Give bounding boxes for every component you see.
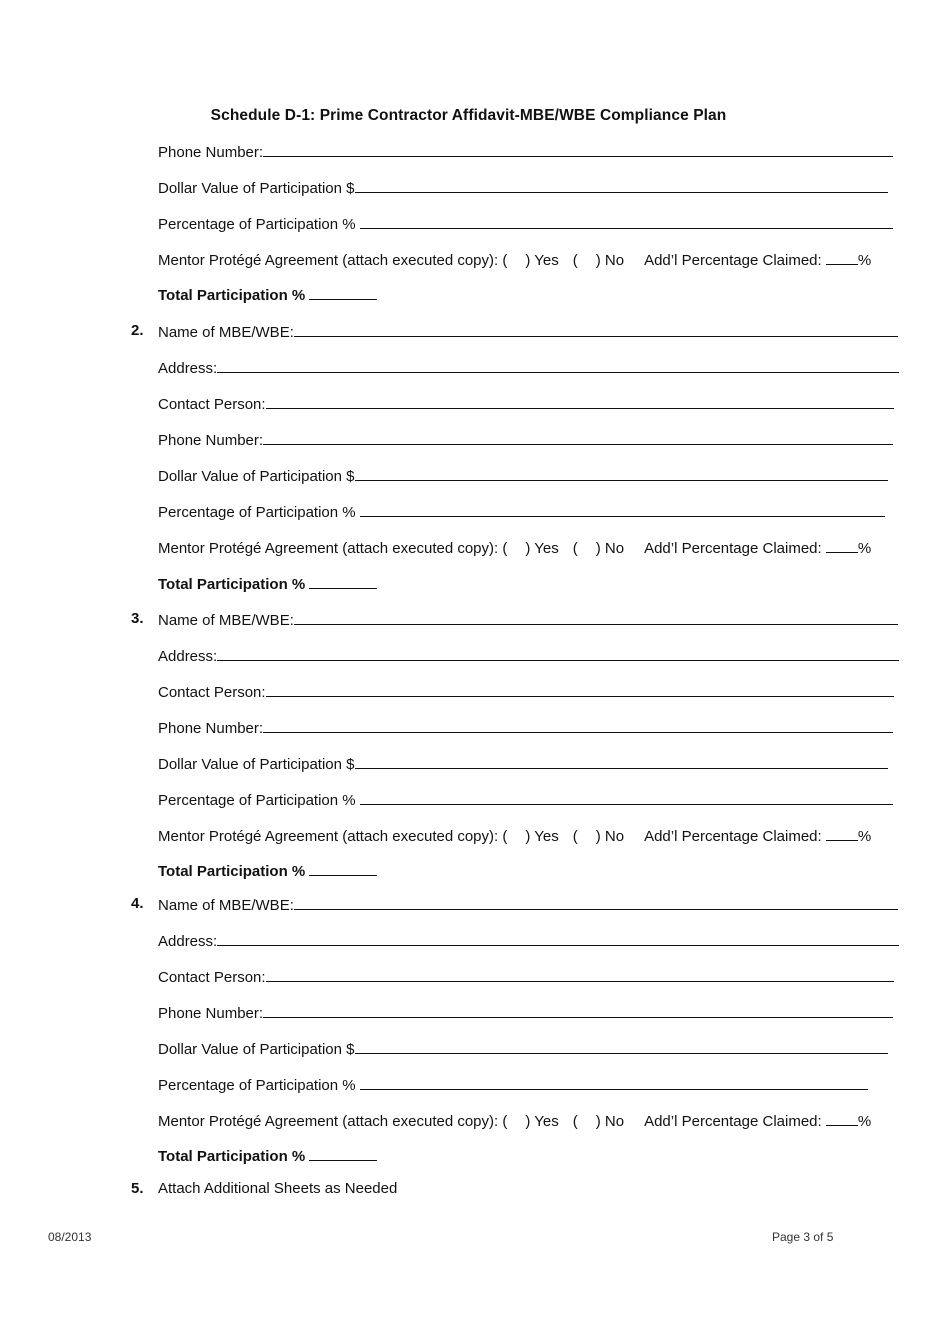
contact-input-line[interactable] bbox=[266, 967, 894, 982]
dollar-label: Dollar Value of Participation $ bbox=[158, 756, 355, 773]
footer-page: Page 3 of 5 bbox=[772, 1230, 834, 1244]
entry-number: 2. bbox=[131, 322, 144, 339]
dollar-label: Dollar Value of Participation $ bbox=[158, 468, 355, 485]
dollar-input-line[interactable] bbox=[355, 466, 888, 481]
percentage-label: Percentage of Participation % bbox=[158, 1077, 356, 1094]
address-label: Address: bbox=[158, 360, 218, 377]
address-label: Address: bbox=[158, 648, 218, 665]
addl-input-line[interactable] bbox=[826, 250, 858, 265]
addl-input-line[interactable] bbox=[826, 1111, 858, 1126]
phone-label: Phone Number: bbox=[158, 1005, 264, 1022]
dollar-input-line[interactable] bbox=[355, 754, 888, 769]
mentor-row bbox=[158, 538, 871, 558]
entry-number: 4. bbox=[131, 895, 144, 912]
contact-field-row bbox=[158, 967, 894, 987]
mentor-label: Mentor Protégé Agreement (attach executed copy): ( bbox=[158, 828, 508, 845]
dollar-label: Dollar Value of Participation $ bbox=[158, 180, 355, 197]
addl-label: Add’l Percentage Claimed: bbox=[644, 540, 822, 557]
address-input-line[interactable] bbox=[217, 358, 899, 373]
yes-label: ) Yes bbox=[525, 828, 559, 845]
percentage-field-row bbox=[158, 214, 893, 234]
phone-input-line[interactable] bbox=[263, 1003, 893, 1018]
percentage-input-line[interactable] bbox=[360, 1075, 868, 1090]
total-label: Total Participation % bbox=[158, 576, 306, 593]
address-input-line[interactable] bbox=[217, 646, 899, 661]
name-field-row bbox=[158, 322, 898, 342]
dollar-field-row bbox=[158, 466, 888, 486]
total-row bbox=[158, 861, 377, 881]
phone-label: Phone Number: bbox=[158, 720, 264, 737]
contact-input-line[interactable] bbox=[266, 682, 894, 697]
mentor-label: Mentor Protégé Agreement (attach executed copy): ( bbox=[158, 540, 508, 557]
entry-number: 3. bbox=[131, 610, 144, 627]
percentage-label: Percentage of Participation % bbox=[158, 792, 356, 809]
address-input-line[interactable] bbox=[217, 931, 899, 946]
phone-input-line[interactable] bbox=[263, 430, 893, 445]
addl-label: Add’l Percentage Claimed: bbox=[644, 252, 822, 269]
contact-field-row bbox=[158, 394, 894, 414]
contact-input-line[interactable] bbox=[266, 394, 894, 409]
no-open-paren: ( bbox=[572, 252, 578, 269]
no-open-paren: ( bbox=[572, 540, 578, 557]
phone-field-row bbox=[158, 430, 893, 450]
address-field-row bbox=[158, 358, 899, 378]
address-field-row bbox=[158, 646, 899, 666]
total-input-line[interactable] bbox=[309, 861, 377, 876]
name-label: Name of MBE/WBE: bbox=[158, 897, 294, 914]
contact-field-row bbox=[158, 682, 894, 702]
footer-date: 08/2013 bbox=[48, 1230, 92, 1244]
phone-input-line[interactable] bbox=[263, 142, 893, 157]
phone-input-line[interactable] bbox=[263, 718, 893, 733]
dollar-field-row bbox=[158, 1039, 888, 1059]
phone-field-row bbox=[158, 718, 893, 738]
total-input-line[interactable] bbox=[309, 285, 377, 300]
addl-input-line[interactable] bbox=[826, 826, 858, 841]
total-label: Total Participation % bbox=[158, 287, 306, 304]
pct-sign: % bbox=[857, 1113, 872, 1130]
dollar-input-line[interactable] bbox=[355, 178, 888, 193]
no-label: ) No bbox=[595, 540, 625, 557]
name-input-line[interactable] bbox=[294, 610, 898, 625]
phone-label: Phone Number: bbox=[158, 432, 264, 449]
total-row bbox=[158, 1146, 377, 1166]
phone-field-row bbox=[158, 1003, 893, 1023]
name-input-line[interactable] bbox=[294, 895, 898, 910]
total-row bbox=[158, 574, 377, 594]
mentor-row bbox=[158, 1111, 871, 1131]
addl-label: Add’l Percentage Claimed: bbox=[644, 828, 822, 845]
dollar-input-line[interactable] bbox=[355, 1039, 888, 1054]
name-field-row bbox=[158, 610, 898, 630]
address-field-row bbox=[158, 931, 899, 951]
percentage-field-row bbox=[158, 1075, 868, 1095]
percentage-input-line[interactable] bbox=[360, 790, 893, 805]
mentor-row bbox=[158, 250, 871, 270]
addl-input-line[interactable] bbox=[826, 538, 858, 553]
yes-label: ) Yes bbox=[525, 252, 559, 269]
phone-field-row bbox=[158, 142, 893, 162]
contact-label: Contact Person: bbox=[158, 684, 266, 701]
total-row bbox=[158, 285, 377, 305]
yes-label: ) Yes bbox=[525, 1113, 559, 1130]
dollar-field-row bbox=[158, 178, 888, 198]
name-label: Name of MBE/WBE: bbox=[158, 324, 294, 341]
addl-label: Add’l Percentage Claimed: bbox=[644, 1113, 822, 1130]
contact-label: Contact Person: bbox=[158, 969, 266, 986]
final-item-text: Attach Additional Sheets as Needed bbox=[158, 1180, 398, 1197]
name-label: Name of MBE/WBE: bbox=[158, 612, 294, 629]
mentor-row bbox=[158, 826, 871, 846]
percentage-field-row bbox=[158, 502, 885, 522]
pct-sign: % bbox=[857, 252, 872, 269]
pct-sign: % bbox=[857, 540, 872, 557]
percentage-label: Percentage of Participation % bbox=[158, 504, 356, 521]
name-input-line[interactable] bbox=[294, 322, 898, 337]
no-label: ) No bbox=[595, 1113, 625, 1130]
total-input-line[interactable] bbox=[309, 574, 377, 589]
phone-label: Phone Number: bbox=[158, 144, 264, 161]
address-label: Address: bbox=[158, 933, 218, 950]
name-field-row bbox=[158, 895, 898, 915]
percentage-input-line[interactable] bbox=[360, 502, 885, 517]
mentor-label: Mentor Protégé Agreement (attach executed copy): ( bbox=[158, 1113, 508, 1130]
percentage-field-row bbox=[158, 790, 893, 810]
final-item-number: 5. bbox=[131, 1180, 144, 1197]
yes-label: ) Yes bbox=[525, 540, 559, 557]
total-input-line[interactable] bbox=[309, 1146, 377, 1161]
no-open-paren: ( bbox=[572, 1113, 578, 1130]
dollar-label: Dollar Value of Participation $ bbox=[158, 1041, 355, 1058]
no-open-paren: ( bbox=[572, 828, 578, 845]
mentor-label: Mentor Protégé Agreement (attach executed copy): ( bbox=[158, 252, 508, 269]
pct-sign: % bbox=[857, 828, 872, 845]
total-label: Total Participation % bbox=[158, 1148, 306, 1165]
no-label: ) No bbox=[595, 828, 625, 845]
form-title: Schedule D-1: Prime Contractor Affidavit-MBE/WBE Compliance Plan bbox=[210, 107, 727, 124]
no-label: ) No bbox=[595, 252, 625, 269]
dollar-field-row bbox=[158, 754, 888, 774]
percentage-input-line[interactable] bbox=[360, 214, 893, 229]
contact-label: Contact Person: bbox=[158, 396, 266, 413]
total-label: Total Participation % bbox=[158, 863, 306, 880]
percentage-label: Percentage of Participation % bbox=[158, 216, 356, 233]
